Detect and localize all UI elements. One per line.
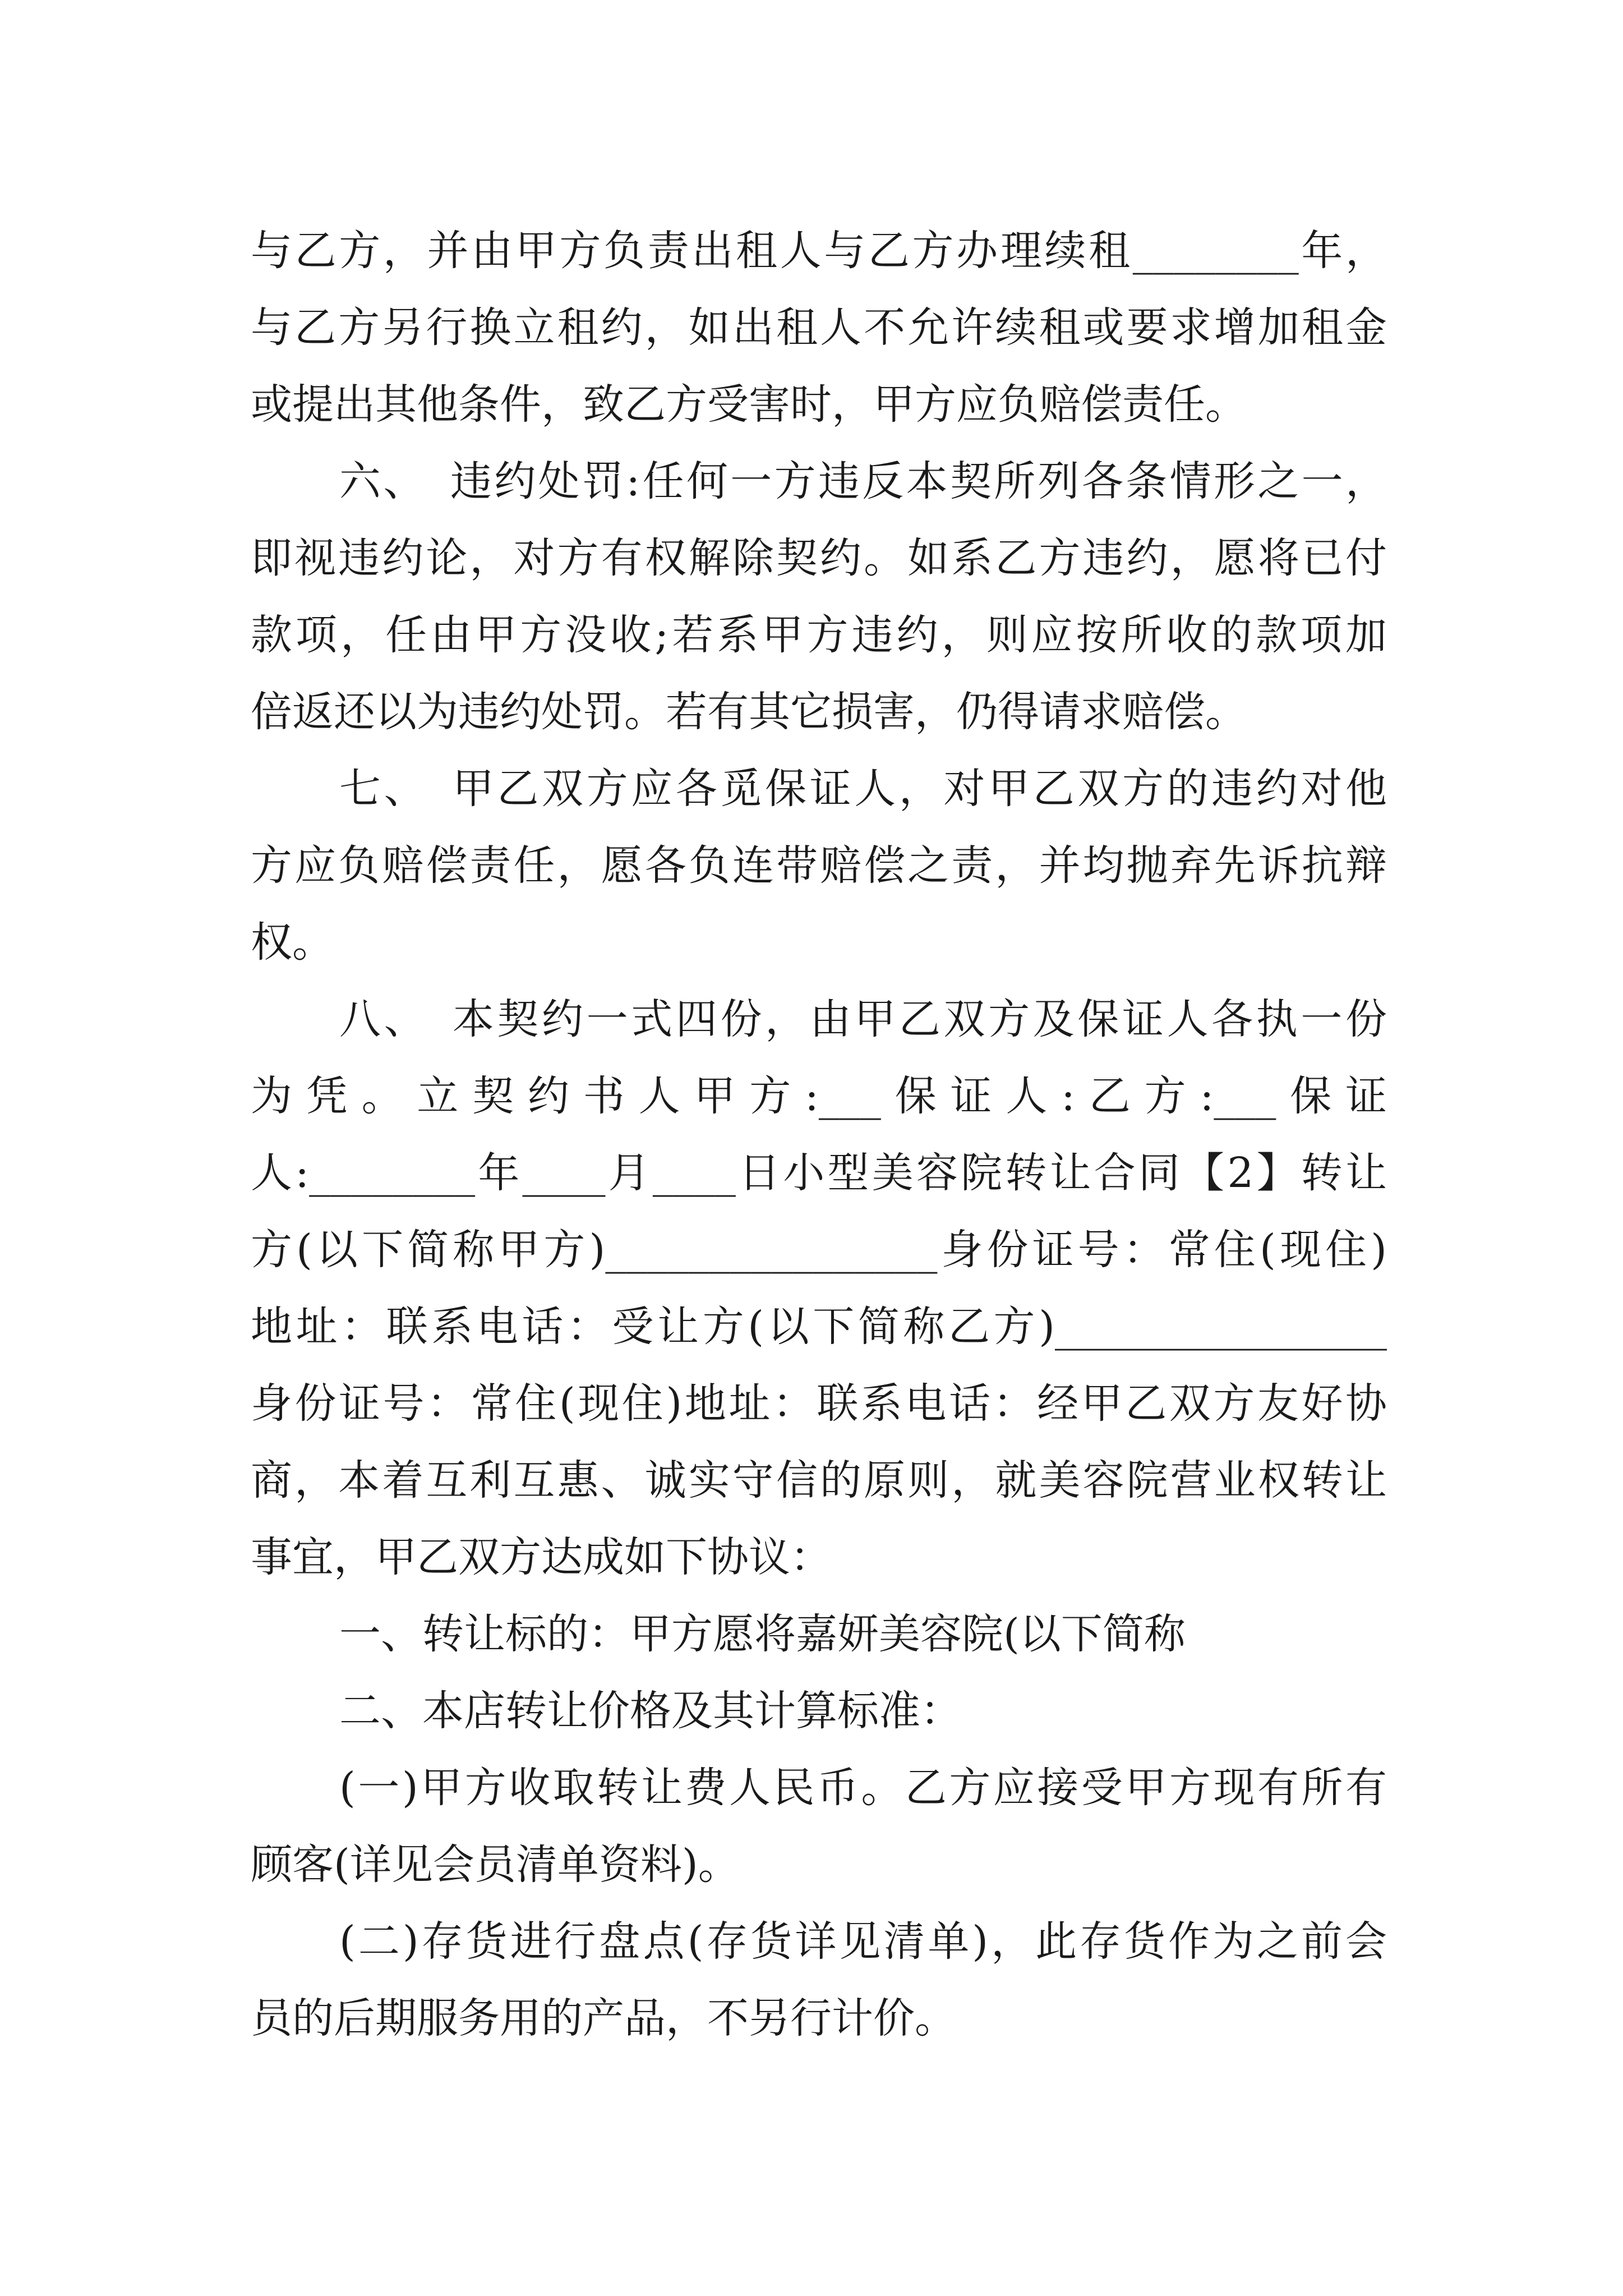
section-one-heading: 一、转让标的：甲方愿将嘉妍美容院(以下简称: [339, 1610, 1186, 1658]
section-two-heading: 二、本店转让价格及其计算标准：: [339, 1687, 962, 1735]
text-line: 即视违约论，对方有权解除契约。如系乙方违约，愿将已付: [251, 534, 1387, 582]
text-line: 身份证号：常住(现住)地址：联系电话：经甲乙双方友好协: [251, 1379, 1387, 1428]
text-line: 顾客(详见会员清单资料)。: [251, 1841, 740, 1889]
date-and-title-line: 人:________年____月____日小型美容院转让合同【2】转让: [251, 1149, 1387, 1197]
transferee-line: 地址：联系电话：受让方(以下简称乙方)________________: [251, 1303, 1387, 1351]
text-line: 倍返还以为违约处罚。若有其它损害，仍得请求赔偿。: [251, 688, 1247, 736]
clause-seven-heading: 七、 甲乙双方应各觅保证人，对甲乙双方的违约对他: [339, 765, 1387, 813]
clause-six-heading: 六、 违约处罚:任何一方违反本契所列各条情形之一，: [339, 457, 1387, 505]
subsection-two: (二)存货进行盘点(存货详见清单)，此存货作为之前会: [339, 1917, 1387, 1966]
document-body: [251, 213, 1387, 2057]
signature-line: 为凭。立契约书人甲方:___保证人:乙方:___保证: [251, 1072, 1387, 1120]
text-line: 与乙方另行换立租约，如出租人不允许续租或要求增加租金: [251, 303, 1387, 352]
text-line: 商，本着互利互惠、诚实守信的原则，就美容院营业权转让: [251, 1456, 1387, 1504]
transferor-line: 方(以下简称甲方)________________身份证号：常住(现住): [251, 1226, 1387, 1274]
text-line: 或提出其他条件，致乙方受害时，甲方应负赔偿责任。: [251, 380, 1247, 429]
text-line: 员的后期服务用的产品，不另行计价。: [251, 1994, 956, 2042]
text-line: 款项，任由甲方没收;若系甲方违约，则应按所收的款项加: [251, 611, 1387, 659]
text-line: 权。: [251, 918, 334, 967]
subsection-one: (一)甲方收取转让费人民币。乙方应接受甲方现有所有: [339, 1764, 1387, 1812]
text-line: 事宜，甲乙双方达成如下协议：: [251, 1533, 832, 1581]
text-line: 与乙方，并由甲方负责出租人与乙方办理续租________年，: [251, 227, 1387, 275]
clause-eight-heading: 八、 本契约一式四份，由甲乙双方及保证人各执一份: [339, 995, 1387, 1043]
text-line: 方应负赔偿责任，愿各负连带赔偿之责，并均抛弃先诉抗辩: [251, 841, 1387, 890]
